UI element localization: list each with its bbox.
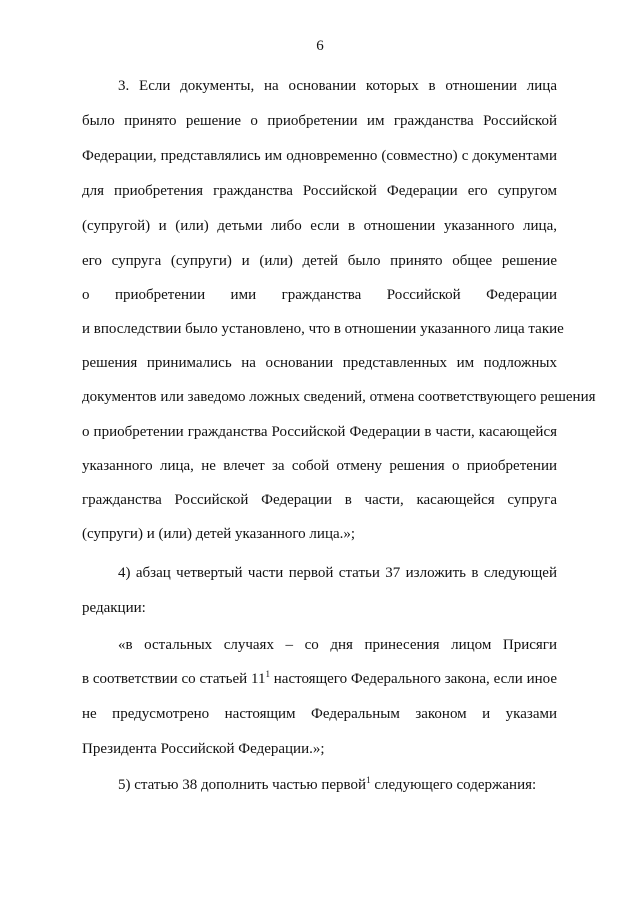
paragraph-3-line: для приобретения гражданства Российской Федерации его супругом	[82, 183, 557, 199]
superscript: 1	[366, 775, 371, 785]
quote-line: не предусмотрено настоящим Федеральным законом и указами	[82, 706, 557, 722]
paragraph-3-line: было принято решение о приобретении им гражданства Российской	[82, 113, 557, 129]
paragraph-3-line: 3. Если документы, на основании которых в отношении лица	[118, 78, 557, 94]
paragraph-5-line	[118, 776, 557, 794]
paragraph-3-line: документов или заведомо ложных сведений, отмена соответствующего решения	[82, 389, 596, 405]
quote-line-part: в соответствии со статьей 11	[82, 671, 266, 687]
paragraph-3-line: его супруга (супруги) и (или) детей было принято общее решение	[82, 253, 557, 269]
quote-line-part: настоящего Федерального закона, если иное	[269, 671, 557, 687]
paragraph-3-line: о приобретении ими гражданства Российской Федерации	[82, 287, 557, 303]
paragraph-3-line: о приобретении гражданства Российской Федерации в части, касающейся	[82, 424, 557, 440]
paragraph-4-line: 4) абзац четвертый части первой статьи 37 изложить в следующей	[118, 565, 557, 581]
superscript: 1	[265, 669, 270, 679]
paragraph-3-line: и впоследствии было установлено, что в отношении указанного лица такие	[82, 321, 564, 337]
page-number: 6	[316, 38, 324, 54]
paragraph-3-line: решения принимались на основании представленных им подложных	[82, 355, 557, 371]
paragraph-3-line: Федерации, представлялись им одновременно (совместно) с документами	[82, 148, 557, 164]
paragraph-5-part: 5) статью 38 дополнить частью первой	[118, 777, 367, 793]
paragraph-3-line: указанного лица, не влечет за собой отмену решения о приобретении	[82, 458, 557, 474]
quote-line	[82, 670, 557, 688]
paragraph-3-line: (супругой) и (или) детьми либо если в отношении указанного лица,	[82, 218, 557, 234]
quote-line: Президента Российской Федерации.»;	[82, 741, 325, 757]
paragraph-3-line: (супруги) и (или) детей указанного лица.»;	[82, 526, 356, 542]
quote-line: «в остальных случаях – со дня принесения лицом Присяги	[118, 637, 557, 653]
paragraph-3-line: гражданства Российской Федерации в части, касающейся супруга	[82, 492, 557, 508]
paragraph-4-line: редакции:	[82, 600, 146, 616]
paragraph-5-part: следующего содержания:	[370, 777, 537, 793]
